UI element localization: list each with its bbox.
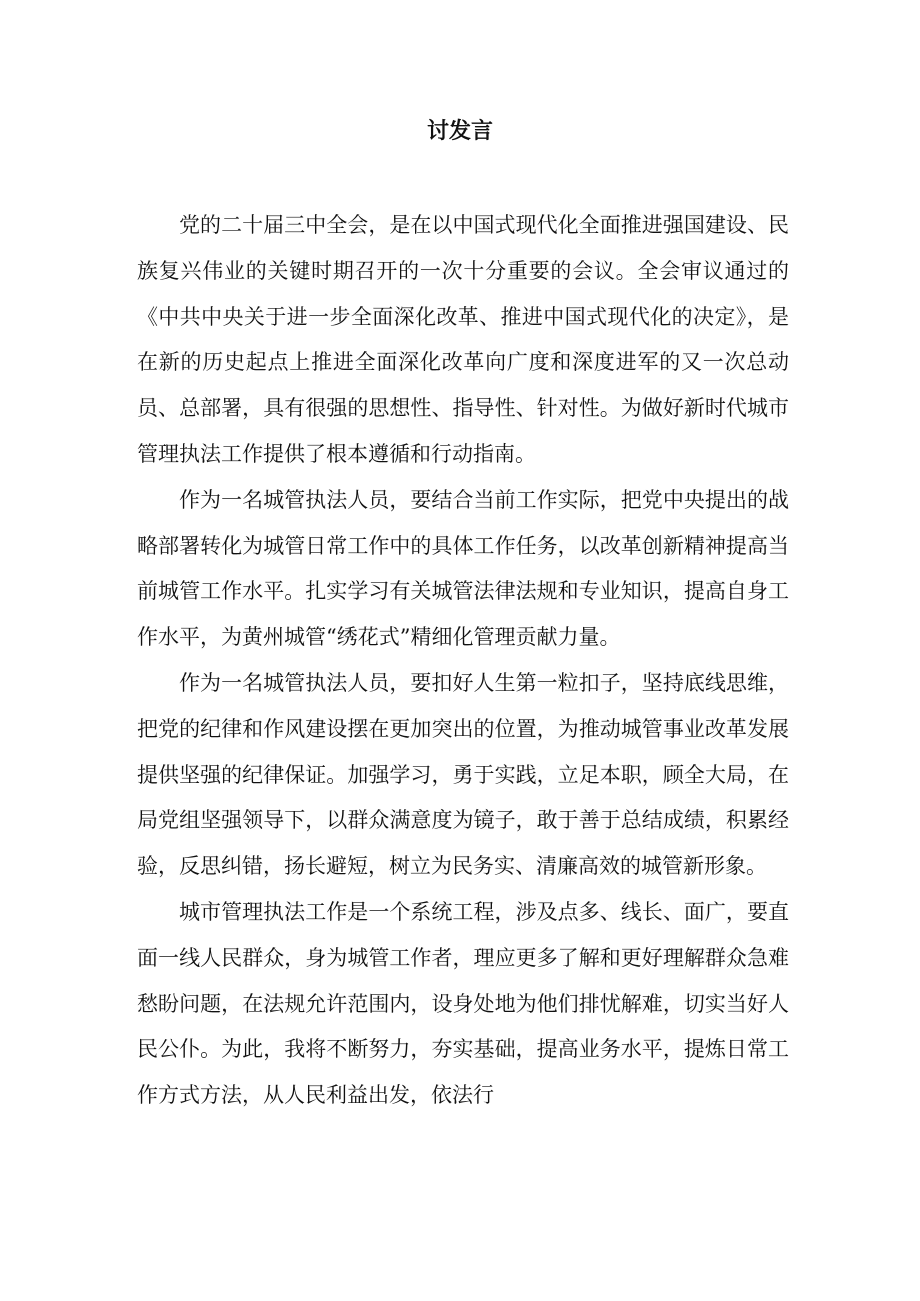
document-body [137,203,789,1119]
paragraph-3: 作为一名城管执法人员，要扣好人生第一粒扣子，坚持底线思维，把党的纪律和作风建设摆在更加突出的位置，为推动城管事业改革发展提供坚强的纪律保证。加强学习，勇于实践，立足本职，顾全大局，在局党组坚强领导下，以群众满意度为镜子，敢于善于总结成绩，积累经验，反思纠错，扬长避短，树立为民务实、清廉高效的城管新形象。 [137,670,789,879]
document-title: 讨发言 [426,119,493,144]
paragraph-4: 城市管理执法工作是一个系统工程，涉及点多、线长、面广，要直面一线人民群众，身为城管工作者，理应更多了解和更好理解群众急难愁盼问题，在法规允许范围内，设身处地为他们排忧解难，切实当好人民公仆。为此，我将不断努力，夯实基础，提高业务水平，提炼日常工作方式方法，从人民利益出发，依法行 [137,899,789,1108]
paragraph-1: 党的二十届三中全会，是在以中国式现代化全面推进强国建设、民族复兴伟业的关键时期召开的一次十分重要的会议。全会审议通过的《中共中央关于进一步全面深化改革、推进中国式现代化的决定》，是在新的历史起点上推进全面深化改革向广度和深度进军的又一次总动员、总部署，具有很强的思想性、指导性、针对性。为做好新时代城市管理执法工作提供了根本遵循和行动指南。 [137,213,789,466]
paragraph-2: 作为一名城管执法人员，要结合当前工作实际，把党中央提出的战略部署转化为城管日常工作中的具体工作任务，以改革创新精神提高当前城管工作水平。扎实学习有关城管法律法规和专业知识，提高自身工作水平，为黄州城管“绣花式”精细化管理贡献力量。 [137,487,789,650]
